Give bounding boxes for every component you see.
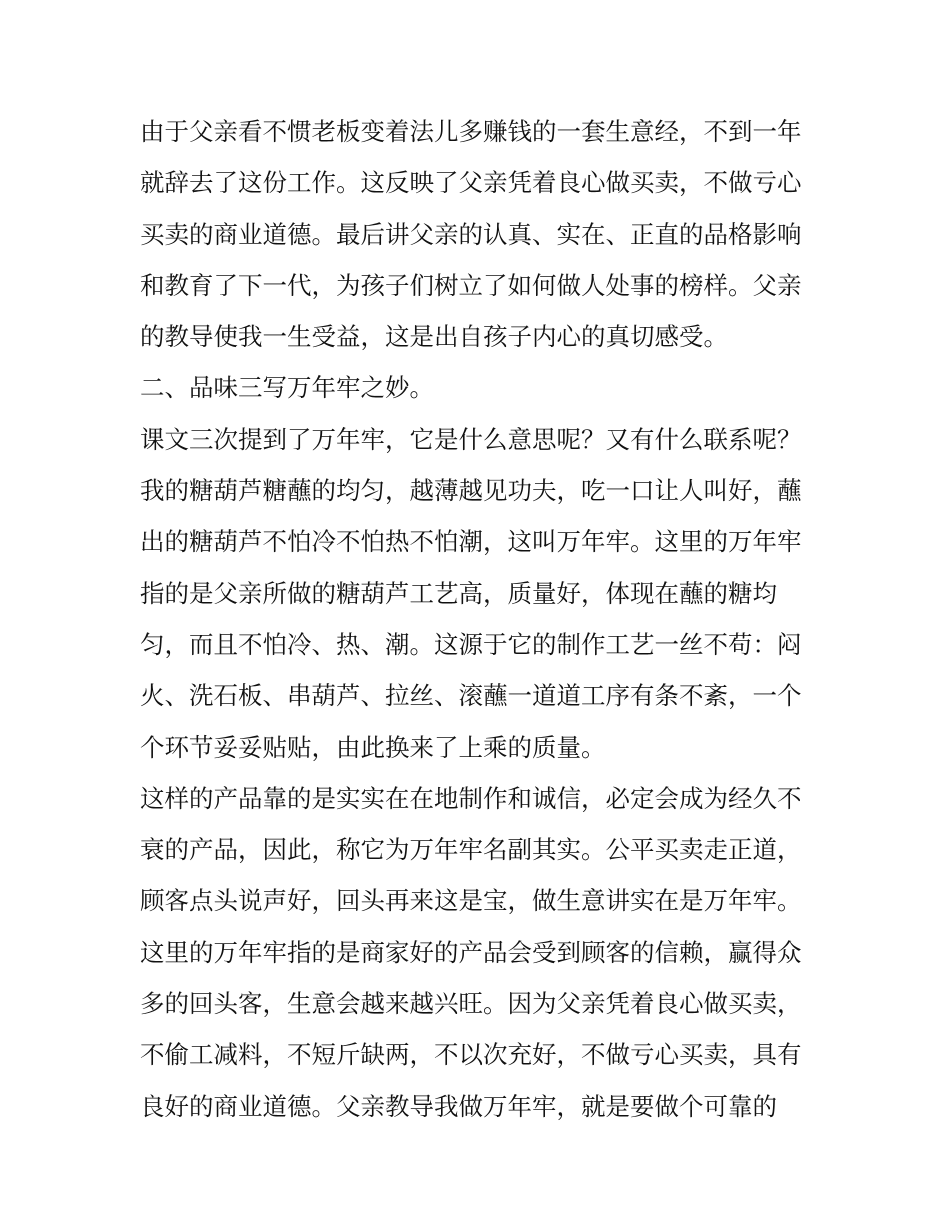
text-line: 这里的万年牢指的是商家好的产品会受到顾客的信赖，赢得众 [140, 937, 802, 967]
text-line: 这样的产品靠的是实实在在地制作和诚信，必定会成为经久不 [140, 783, 802, 813]
text-line: 火、洗石板、串葫芦、拉丝、滚蘸一道道工序有条不紊，一个 [140, 681, 802, 711]
text-line: 出的糖葫芦不怕冷不怕热不怕潮，这叫万年牢。这里的万年牢 [140, 527, 802, 557]
text-line: 衰的产品，因此，称它为万年牢名副其实。公平买卖走正道， [140, 835, 802, 865]
section-heading: 二、品味三写万年牢之妙。 [140, 373, 434, 403]
text-line: 的教导使我一生受益，这是出自孩子内心的真切感受。 [140, 322, 728, 352]
text-line: 就辞去了这份工作。这反映了父亲凭着良心做买卖，不做亏心 [140, 168, 802, 198]
text-line: 和教育了下一代，为孩子们树立了如何做人处事的榜样。父亲 [140, 270, 802, 300]
text-line: 指的是父亲所做的糖葫芦工艺高，质量好，体现在蘸的糖均 [140, 578, 777, 608]
text-line: 由于父亲看不惯老板变着法儿多赚钱的一套生意经，不到一年 [140, 117, 802, 146]
text-line: 不偷工减料，不短斤缺两，不以次充好，不做亏心买卖，具有 [140, 1040, 802, 1070]
text-line: 课文三次提到了万年牢，它是什么意思呢？又有什么联系呢？ [140, 424, 802, 454]
body-text [140, 106, 820, 1132]
text-line: 个环节妥妥贴贴，由此换来了上乘的质量。 [140, 732, 606, 762]
text-line: 多的回头客，生意会越来越兴旺。因为父亲凭着良心做买卖， [140, 989, 802, 1019]
text-line: 良好的商业道德。父亲教导我做万年牢，就是要做个可靠的 [140, 1091, 777, 1121]
text-line: 买卖的商业道德。最后讲父亲的认真、实在、正直的品格影响 [140, 219, 802, 249]
text-line: 顾客点头说声好，回头再来这是宝，做生意讲实在是万年牢。 [140, 886, 802, 916]
text-line: 匀，而且不怕冷、热、潮。这源于它的制作工艺一丝不苟：闷 [140, 629, 802, 659]
text-line: 我的糖葫芦糖蘸的均匀，越薄越见功夫，吃一口让人叫好，蘸 [140, 476, 802, 506]
